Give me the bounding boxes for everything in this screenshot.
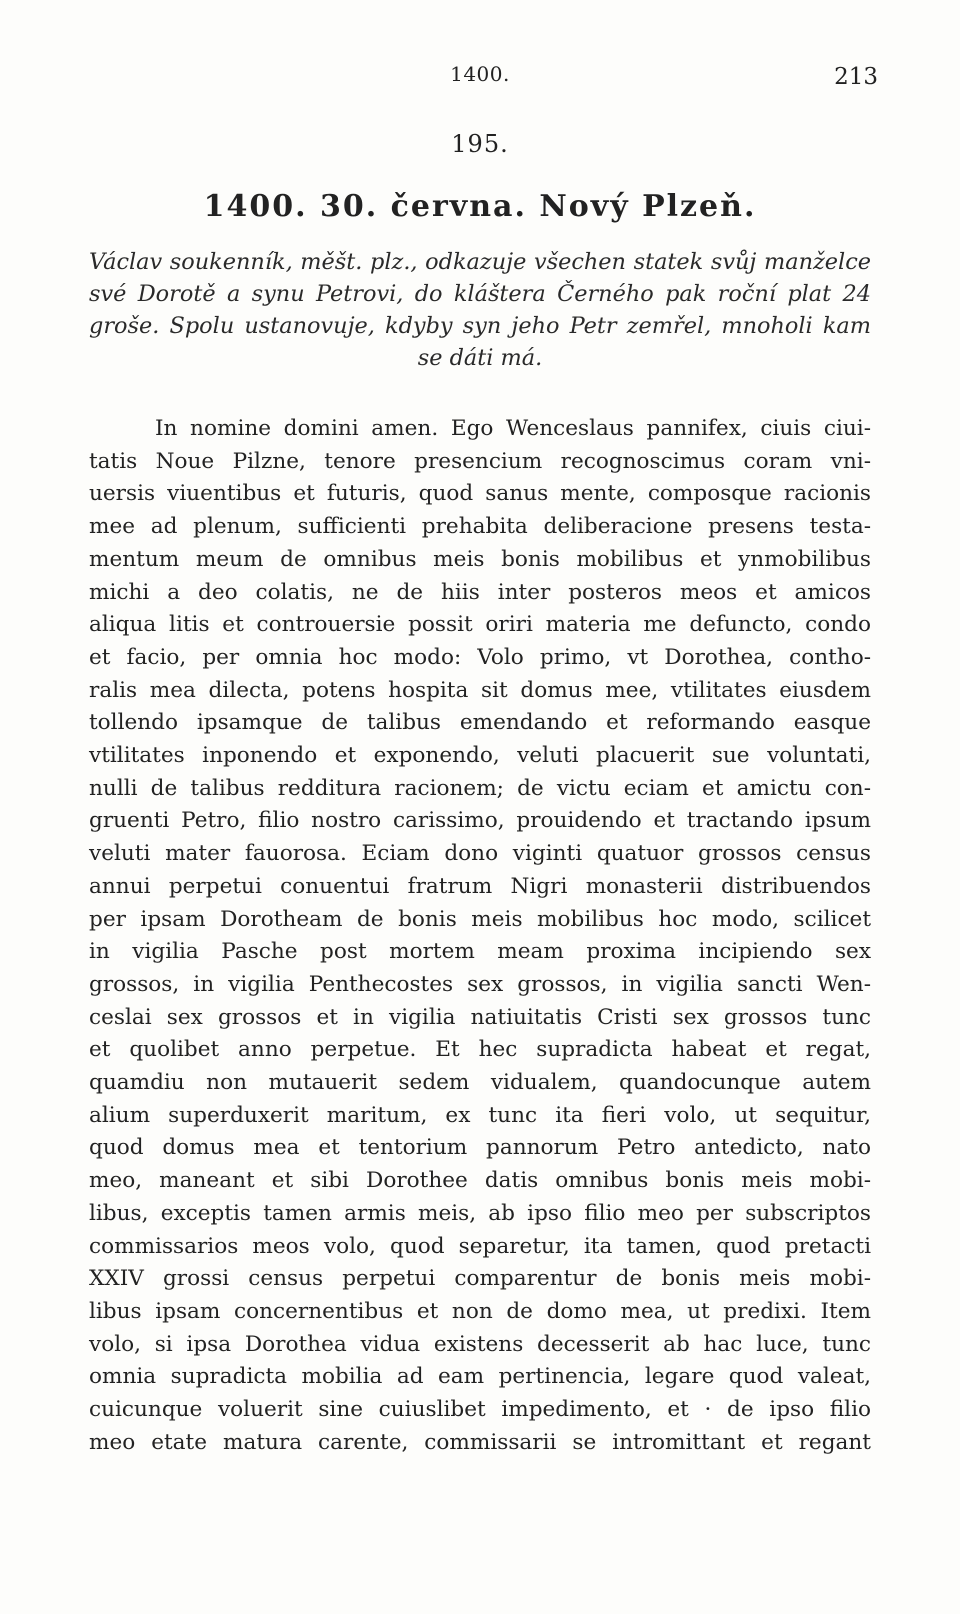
regest-summary: Václav soukenník, měšt. plz., odkazuje všechen statek svůj manželce své Dorotě a synu Petrovi, do kláštera Černého pak roční plat 24 groše. Spolu ustanovuje, kdyby syn jeho Petr zemřel, mnoholi kam se dáti má. [89,249,871,371]
body-line: mee ad plenum, sufficienti prehabita deliberacione presens testa- [89,514,871,540]
body-line: grossos, in vigilia Penthecostes sex grossos, in vigilia sancti Wen- [89,971,871,997]
body-line: gruenti Petro, filio nostro carissimo, prouidendo et tractando ipsum [89,808,871,834]
body-line: vtilitates inponendo et exponendo, veluti placuerit sue voluntati, [89,743,871,769]
body-line: tollendo ipsamque de talibus emendando et reformando easque [89,710,871,736]
body-line: et facio, per omnia hoc modo: Volo primo, vt Dorothea, contho- [89,644,871,670]
body-line: alium superduxerit maritum, ex tunc ita fieri volo, ut sequitur, [89,1102,871,1128]
body-line: et quolibet anno perpetue. Et hec supradicta habeat et regat, [89,1037,871,1063]
body-line: in vigilia Pasche post mortem meam proxima incipiendo sex [89,939,871,965]
body-line: omnia supradicta mobilia ad eam pertinencia, legare quod valeat, [89,1364,871,1390]
body-line: veluti mater fauorosa. Eciam dono viginti quatuor grossos census [89,841,871,867]
body-line: ralis mea dilecta, potens hospita sit domus mee, vtilitates eiusdem [89,677,871,703]
body-line: uersis viuentibus et futuris, quod sanus mente, composque racionis [89,481,871,507]
body-line: aliqua litis et controuersie possit oriri materia me defuncto, condo [89,612,871,638]
body-line: cuicunque voluerit sine cuiuslibet impedimento, et · de ipso filio [89,1397,871,1423]
body-line: annui perpetui conuentui fratrum Nigri monasterii distribuendos [89,873,871,899]
body-line: quamdiu non mutauerit sedem vidualem, quandocunque autem [89,1070,871,1096]
body-line: meo etate matura carente, commissarii se intromittant et regant [89,1429,871,1455]
page-number: 213 [834,64,878,90]
body-line: meo, maneant et sibi Dorothee datis omnibus bonis meis mobi- [89,1168,871,1194]
body-line: tatis Noue Pilzne, tenore presencium recognoscimus coram vni- [89,448,871,474]
body-line: libus ipsam concernentibus et non de domo mea, ut predixi. Item [89,1298,871,1324]
body-line: commissarios meos volo, quod separetur, ita tamen, quod pretacti [89,1233,871,1259]
body-line: mentum meum de omnibus meis bonis mobilibus et ynmobilibus [89,546,871,572]
body-line: ceslai sex grossos et in vigilia natiuitatis Cristi sex grossos tunc [89,1004,871,1030]
body-line: quod domus mea et tentorium pannorum Petro antedicto, nato [89,1135,871,1161]
body-line: michi a deo colatis, ne de hiis inter posteros meos et amicos [89,579,871,605]
body-line: volo, si ipsa Dorothea vidua existens decesserit ab hac luce, tunc [89,1331,871,1357]
document-number: 195. [451,130,509,158]
body-line: per ipsam Dorotheam de bonis meis mobilibus hoc modo, scilicet [89,906,871,932]
document-body [89,413,871,1460]
document-heading: 1400. 30. června. Nový Plzeň. [203,189,757,224]
running-header-year: 1400. [450,62,510,86]
body-line: In nomine domini amen. Ego Wenceslaus pannifex, ciuis ciui- [155,416,871,441]
body-line: XXIV grossi census perpetui comparentur de bonis meis mobi- [89,1266,871,1292]
body-line: libus, exceptis tamen armis meis, ab ipso filio meo per subscriptos [89,1200,871,1226]
body-line: nulli de talibus redditura racionem; de victu eciam et amictu con- [89,775,871,801]
